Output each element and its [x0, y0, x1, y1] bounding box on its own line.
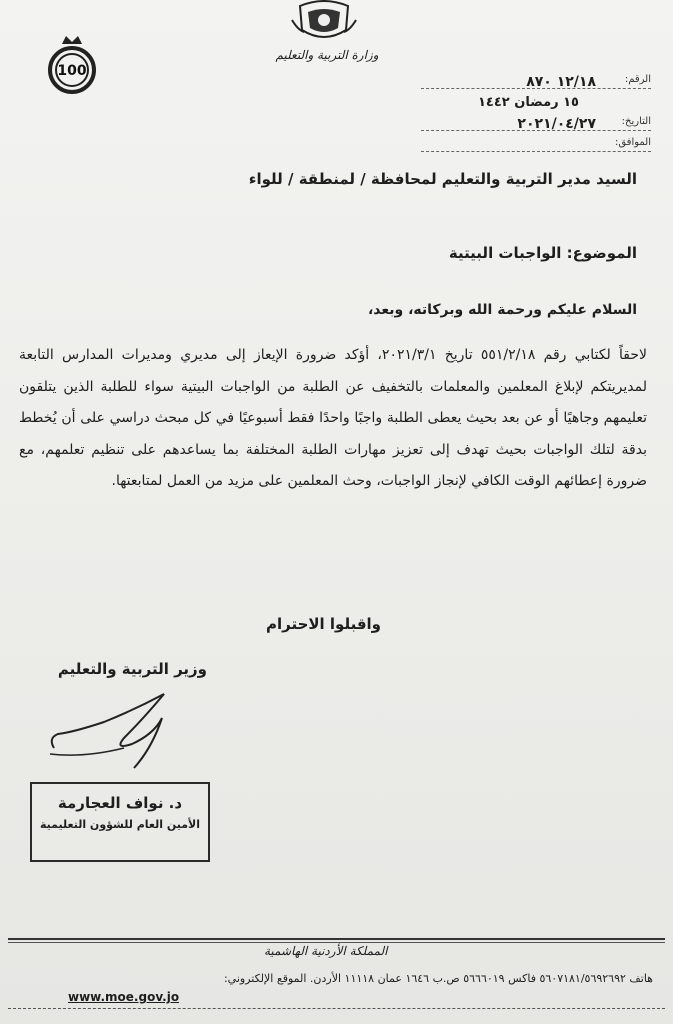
- footer-divider: [8, 938, 665, 940]
- royal-crest-icon: [290, 0, 358, 44]
- greeting: السلام عليكم ورحمة الله وبركاته، وبعد،: [367, 302, 637, 318]
- subject: الموضوع: الواجبات البيتية: [448, 244, 637, 262]
- body-paragraph: لاحقاً لكتابي رقم ٥٥١/٢/١٨ تاريخ ٢٠٢١/٣/١، أؤكد ضرورة الإيعاز إلى مديري ومديرات المدارس التابعة لمديريتكم لإبلاغ المعلمين والمعلمات بالتخفيف عن الطلبة من الواجبات البيتية سواء للطلبة الذين يتلقون تعليمهم وجاهيًا أو عن بعد بحيث يعطى الطلبة واجبًا واحدًا فقط أسبوعيًا في كل مبحث دراسي على أن يُخطط بدقة لتلك الواجبات بحيث تهدف إلى تعزيز مهارات الطلبة المختلفة بما يساعدهم على تنظيم تعلمهم، مع ضرورة إعطائهم الوقت الكافي لإنجاز الواجبات، وحث المعلمين على مزيد من العمل لمتابعتها.: [19, 347, 647, 489]
- stamp-name: د. نواف العجارمة: [57, 794, 183, 812]
- centenary-logo-icon: [40, 32, 104, 96]
- date-label: التاريخ:: [621, 116, 651, 127]
- ref-label: الرقم:: [624, 74, 651, 85]
- footer-divider-thin: [8, 942, 665, 943]
- centenary-number: 100: [57, 63, 87, 79]
- ministry-name: وزارة التربية والتعليم: [275, 48, 379, 62]
- footer-dotted-line: [8, 1008, 665, 1009]
- footer-contact: هاتف ٥٦٠٧١٨١/٥٦٩٢٦٩٢ فاكس ٥٦٦٦٠١٩ ص.ب ١٦٤٦ عمان ١١١١٨ الأردن. الموقع الإلكتروني:: [223, 972, 653, 985]
- closing: واقبلوا الاحترام: [265, 615, 381, 633]
- ref-number: ١٢/١٨ ٨٧٠: [526, 74, 596, 90]
- website-link[interactable]: www.moe.gov.jo: [68, 990, 180, 1004]
- official-stamp: [30, 782, 210, 862]
- hijri-date: ١٥ رمضان ١٤٤٢: [478, 95, 579, 110]
- kingdom-name: المملكة الأردنية الهاشمية: [264, 944, 388, 958]
- stamp-title: الأمين العام للشؤون التعليمية: [39, 818, 200, 831]
- reference-block: [421, 74, 651, 158]
- signature-icon: [44, 688, 194, 778]
- minister-title: وزير التربية والتعليم: [57, 660, 207, 678]
- corresponding-label: الموافق:: [614, 137, 651, 148]
- gregorian-date: ٢٠٢١/٠٤/٢٧: [517, 116, 596, 132]
- addressee: السيد مدير التربية والتعليم لمحافظة / لمنطقة / للواء: [248, 170, 637, 188]
